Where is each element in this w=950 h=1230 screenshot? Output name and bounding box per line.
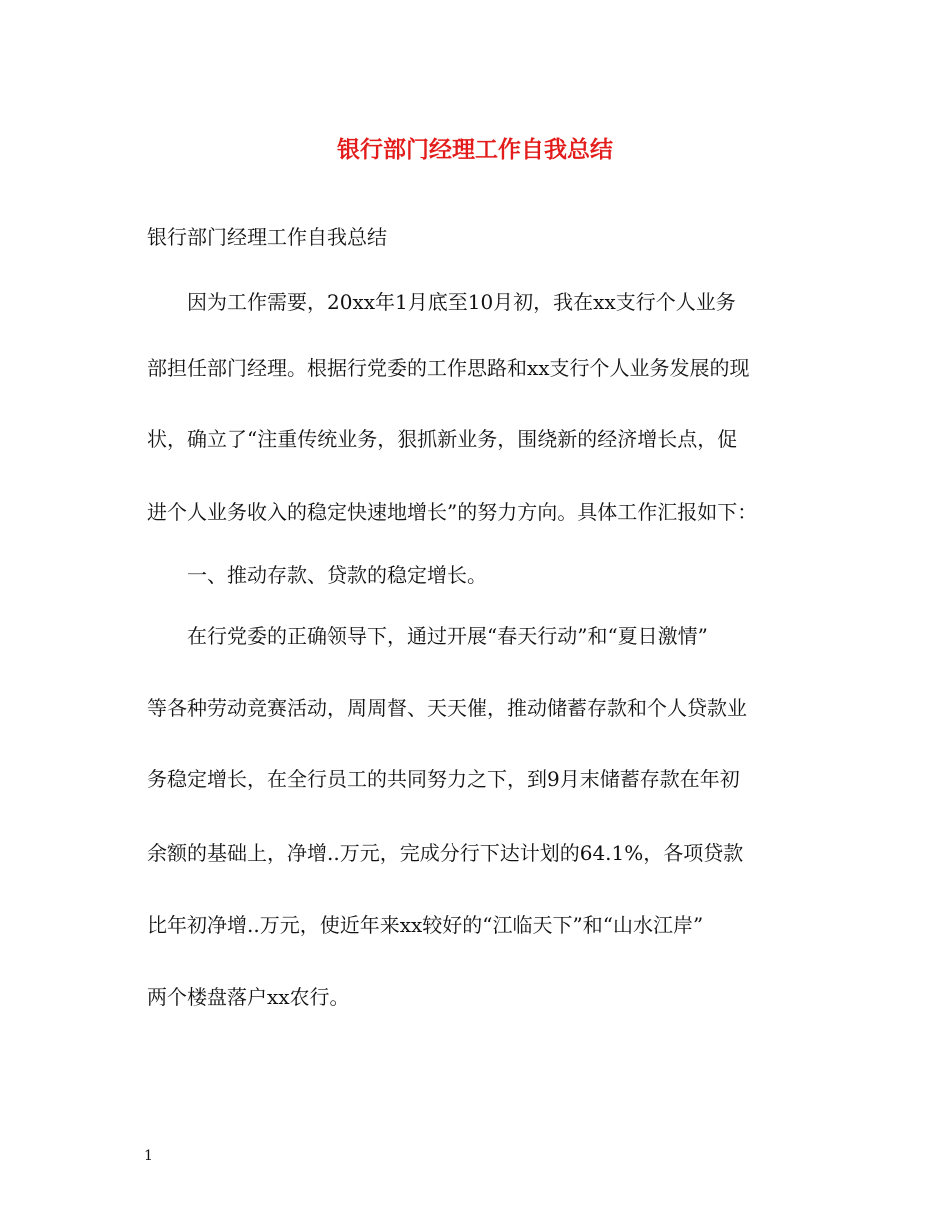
body-line: 务稳定增长，在全行员工的共同努力之下，到9月末储蓄存款在年初 <box>147 767 740 791</box>
body-line: 状，确立了“注重传统业务，狠抓新业务，围绕新的经济增长点，促 <box>147 427 738 451</box>
page-number: 1 <box>144 1148 153 1164</box>
section-heading: 一、推动存款、贷款的稳定增长。 <box>187 563 487 587</box>
body-line: 部担任部门经理。根据行党委的工作思路和xx支行个人业务发展的现 <box>147 356 750 380</box>
body-line: 进个人业务收入的稳定快速地增长”的努力方向。具体工作汇报如下： <box>147 500 758 524</box>
body-line: 余额的基础上，净增..万元，完成分行下达计划的64.1%，各项贷款 <box>147 841 744 865</box>
body-line: 比年初净增..万元，使近年来xx较好的“江临天下”和“山水江岸” <box>147 913 704 937</box>
body-line-heading: 银行部门经理工作自我总结 <box>147 225 387 249</box>
body-line: 因为工作需要，20xx年1月底至10月初，我在xx支行个人业务 <box>187 290 736 314</box>
body-line: 两个楼盘落户xx农行。 <box>147 985 350 1009</box>
body-line: 等各种劳动竞赛活动，周周督、天天催，推动储蓄存款和个人贷款业 <box>147 696 747 720</box>
document-title: 银行部门经理工作自我总结 <box>337 136 613 163</box>
body-line: 在行党委的正确领导下，通过开展“春天行动”和“夏日激情” <box>187 624 708 648</box>
